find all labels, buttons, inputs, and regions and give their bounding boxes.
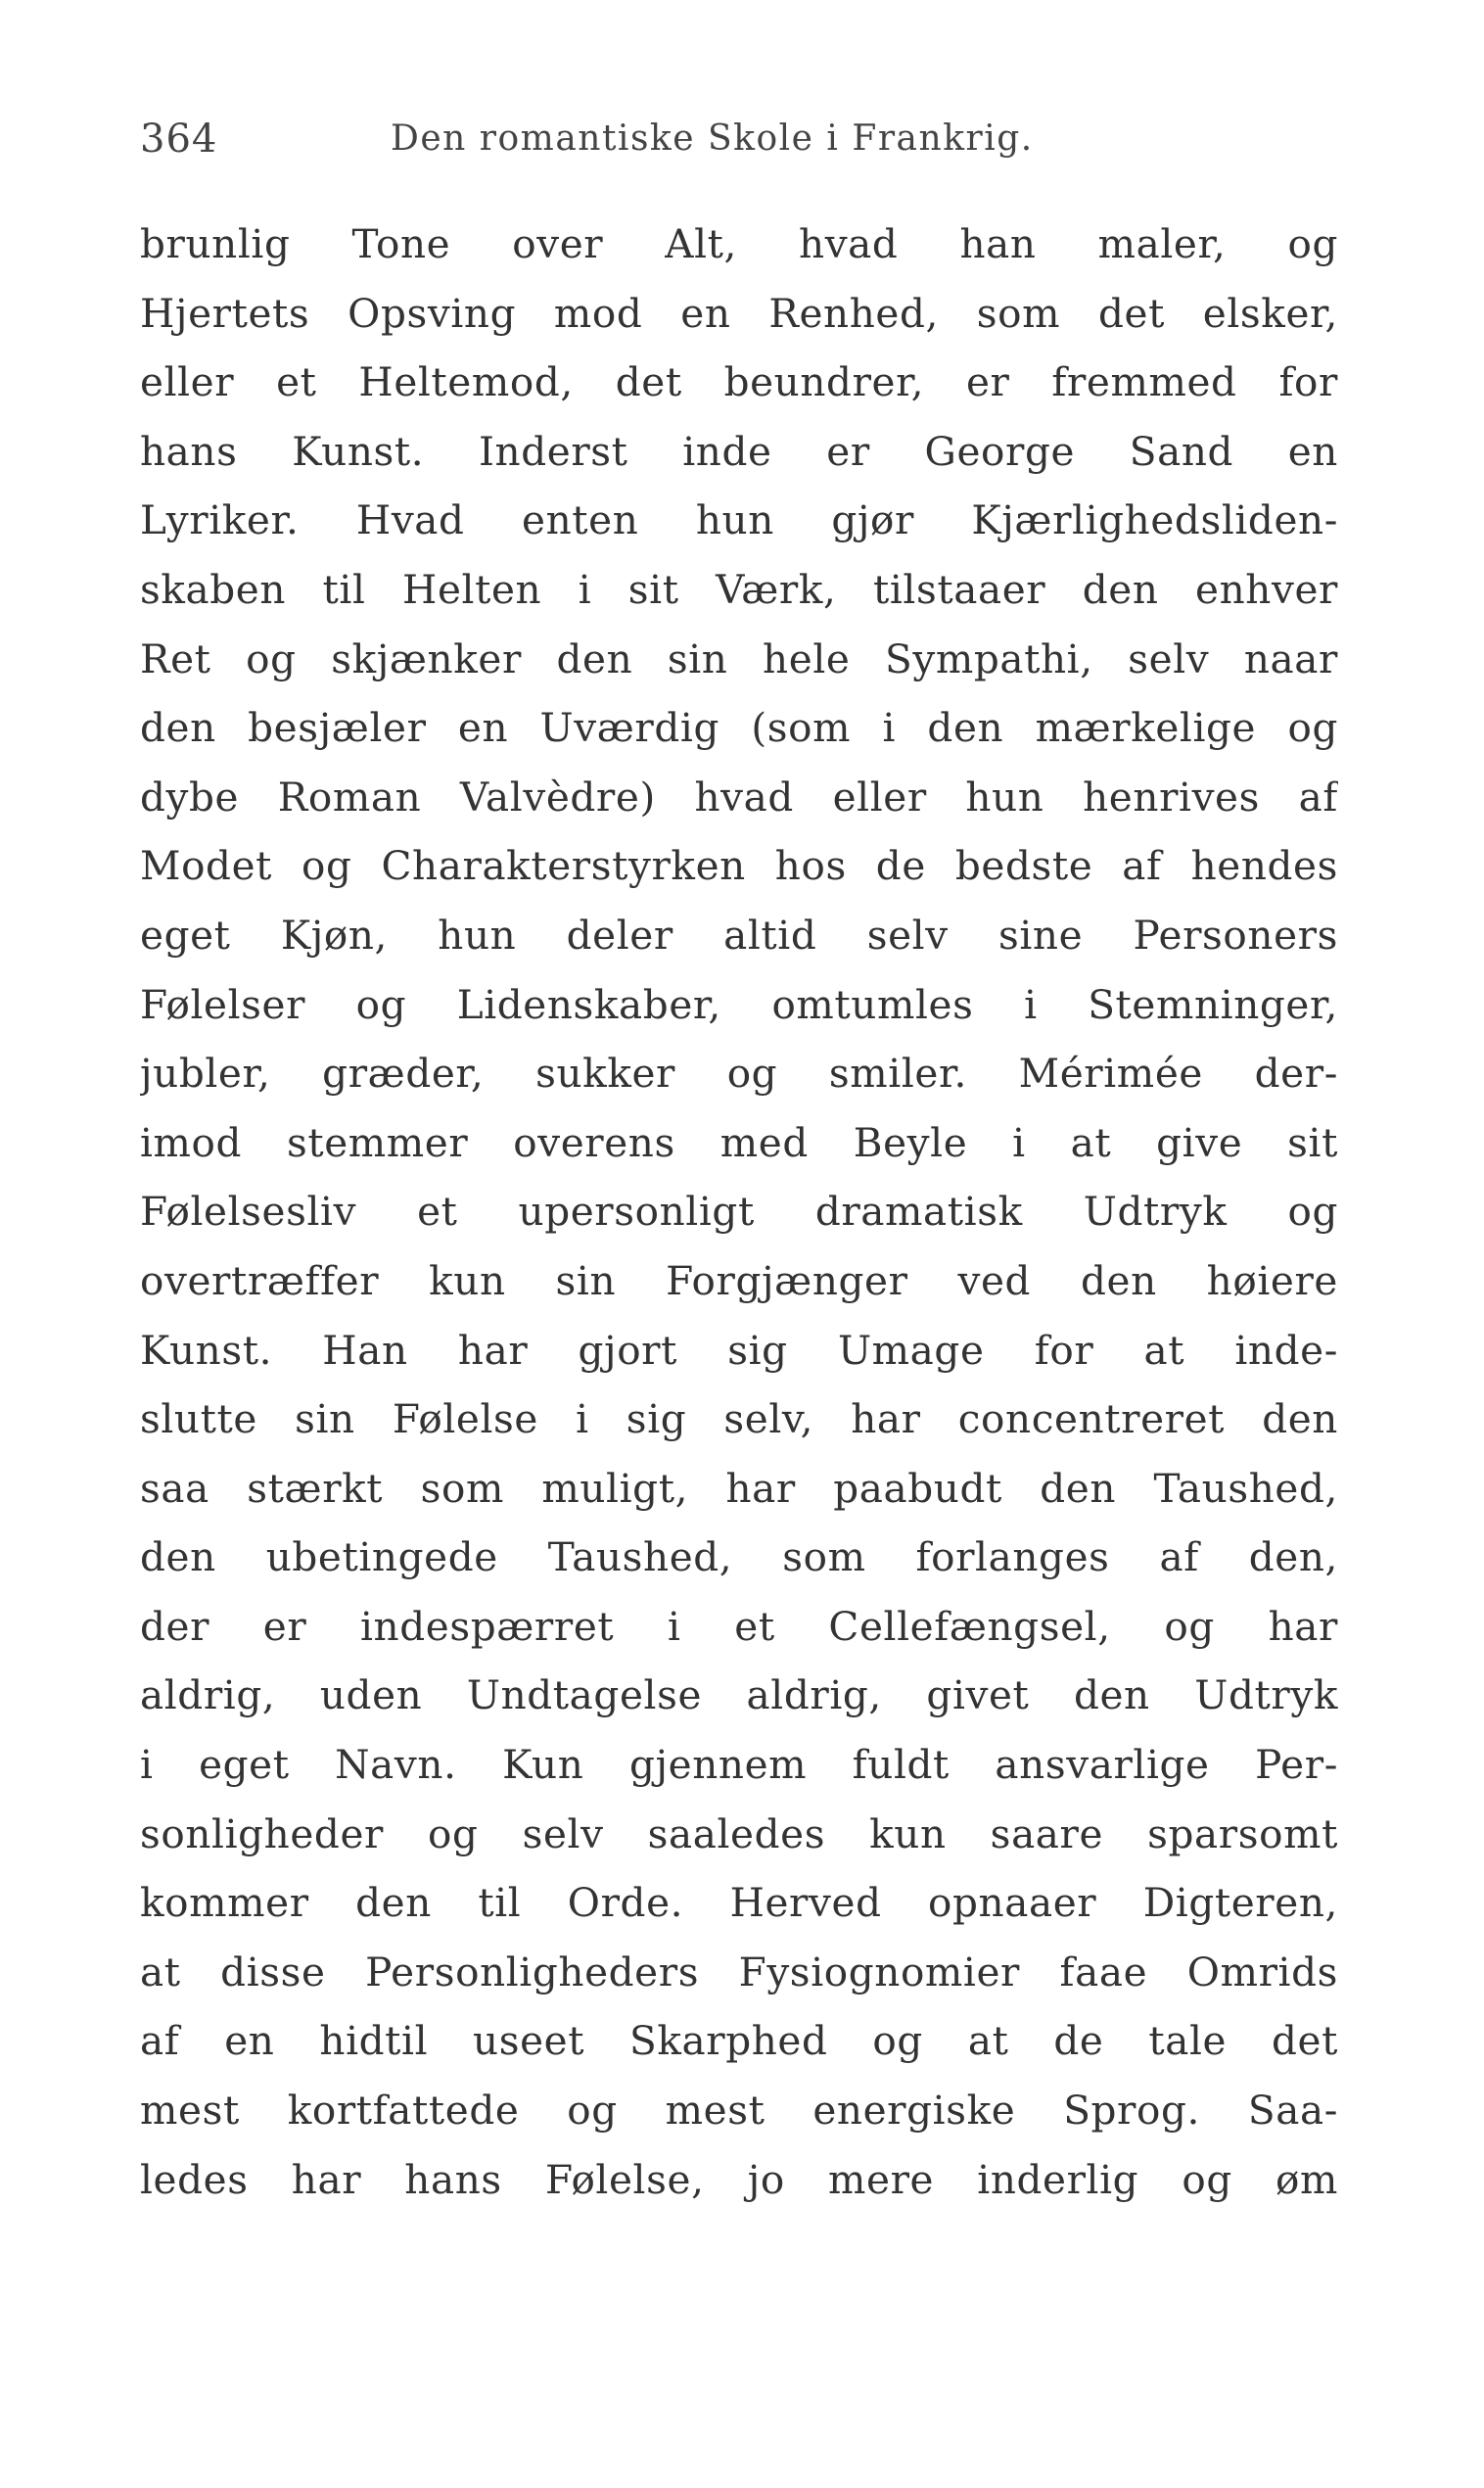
text-line: i eget Navn. Kun gjennem fuldt ansvarlige Per-	[140, 1741, 1338, 1789]
page-number: 364	[140, 117, 218, 162]
text-line: af en hidtil useet Skarphed og at de tale det	[140, 2017, 1338, 2065]
text-line: Modet og Charakterstyrken hos de bedste af hendes	[140, 842, 1338, 890]
text-line: jubler, græder, sukker og smiler. Mérimée der-	[140, 1050, 1338, 1098]
text-line: Lyriker. Hvad enten hun gjør Kjærlighedsliden-	[140, 496, 1338, 544]
text-line: Følelser og Lidenskaber, omtumles i Stemninger,	[140, 980, 1338, 1028]
text-line: ledes har hans Følelse, jo mere inderlig og øm	[140, 2155, 1338, 2203]
text-line: imod stemmer overens med Beyle i at give sit	[140, 1118, 1338, 1166]
running-title: Den romantiske Skole i Frankrig.	[391, 118, 1034, 159]
text-line: saa stærkt som muligt, har paabudt den Taushed,	[140, 1464, 1338, 1512]
body-text	[140, 210, 1338, 2214]
text-line: overtræffer kun sin Forgjænger ved den høiere	[140, 1256, 1338, 1304]
text-line: eget Kjøn, hun deler altid selv sine Personers	[140, 911, 1338, 959]
text-line: der er indespærret i et Cellefængsel, og har	[140, 1602, 1338, 1650]
text-line: at disse Personligheders Fysiognomier faae Omrids	[140, 1948, 1338, 1995]
text-line: Hjertets Opsving mod en Renhed, som det elsker,	[140, 289, 1338, 337]
text-line: brunlig Tone over Alt, hvad han maler, og	[140, 220, 1338, 267]
text-line: den ubetingede Taushed, som forlanges af den,	[140, 1533, 1338, 1581]
text-line: mest kortfattede og mest energiske Sprog. Saa-	[140, 2087, 1338, 2135]
text-line: kommer den til Orde. Herved opnaaer Digteren,	[140, 1879, 1338, 1927]
text-line: dybe Roman Valvèdre) hvad eller hun henrives af	[140, 773, 1338, 821]
text-line: hans Kunst. Inderst inde er George Sand en	[140, 427, 1338, 475]
page-header	[140, 110, 1344, 168]
text-line: Ret og skjænker den sin hele Sympathi, selv naar	[140, 634, 1338, 682]
text-line: eller et Heltemod, det beundrer, er fremmed for	[140, 358, 1338, 406]
text-line: den besjæler en Uværdig (som i den mærkelige og	[140, 704, 1338, 752]
text-line: sonligheder og selv saaledes kun saare sparsomt	[140, 1809, 1338, 1857]
text-line: aldrig, uden Undtagelse aldrig, givet den Udtryk	[140, 1671, 1338, 1719]
text-line: Følelsesliv et upersonligt dramatisk Udtryk og	[140, 1188, 1338, 1236]
text-line: Kunst. Han har gjort sig Umage for at inde-	[140, 1326, 1338, 1374]
text-line: skaben til Helten i sit Værk, tilstaaer den enhver	[140, 565, 1338, 613]
text-line: slutte sin Følelse i sig selv, har concentreret den	[140, 1395, 1338, 1443]
